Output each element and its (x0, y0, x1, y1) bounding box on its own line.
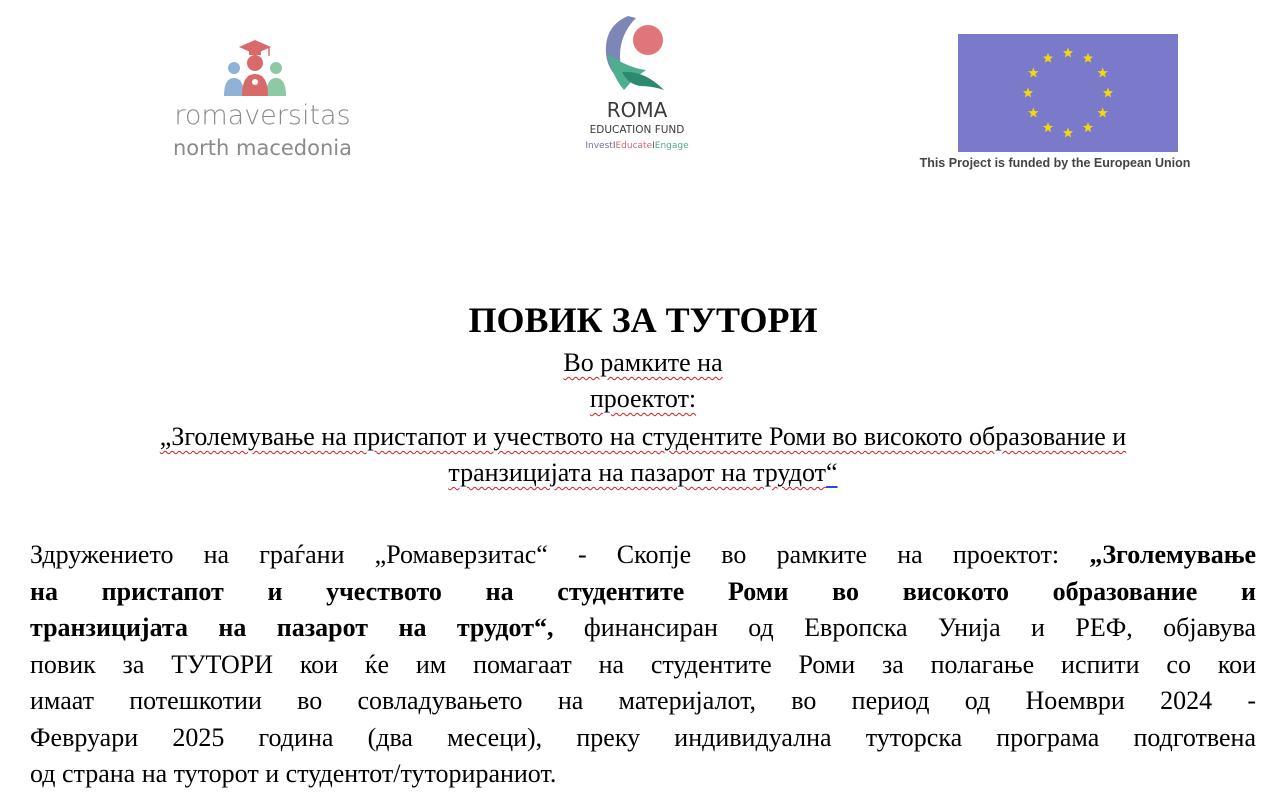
ref-subtitle: EDUCATION FUND (589, 124, 685, 136)
ref-tagline-separator: I (652, 141, 655, 151)
ref-tagline (572, 141, 702, 151)
project-title-text: транзицијата на пазарот на трудот (448, 458, 827, 487)
ref-tagline-educate: Educate (615, 141, 653, 151)
romaversitas-logo (160, 38, 365, 168)
students-graduation-icon (220, 38, 290, 100)
paragraph-line: имаат потешкотии во совладувањето на материјалот, во период од Ноември 2024 - (30, 686, 1256, 715)
romaversitas-name: romaversitas (174, 100, 351, 131)
subtitle-line (0, 383, 1286, 414)
eu-funding-caption: This Project is funded by the European Union (919, 156, 1191, 170)
ref-name: ROMA (606, 98, 668, 122)
project-title-line (0, 457, 1286, 488)
paragraph-line: повик за ТУТОРИ кои ќе им помагаат на студентите Роми за полагање испити со кои (30, 649, 1256, 679)
romaversitas-subtitle: north macedonia (173, 136, 352, 160)
paragraph-text: финансиран од Европска Унија и РЕФ, објавува (553, 613, 1256, 642)
ref-emblem-icon (598, 12, 678, 104)
closing-quote: “ (826, 458, 838, 487)
project-name-bold: на пристапот и учеството на студентите Роми во високото образование и (30, 576, 1256, 606)
paragraph-line: Февруари 2025 година (два месеци), преку индивидуална туторска програма подготвена (30, 722, 1256, 752)
paragraph-text: Здружението на граѓани „Ромаверзитас“ - Скопје во рамките на проектот: (30, 540, 1090, 569)
project-name-bold: транзицијата на пазарот на трудот“, (30, 613, 554, 642)
european-union-logo (905, 34, 1205, 174)
ref-tagline-separator: I (612, 141, 616, 151)
ref-tagline-invest: Invest (585, 141, 613, 151)
eu-flag-icon (958, 34, 1178, 152)
body-paragraph (30, 537, 1256, 793)
subtitle-line (0, 347, 1286, 378)
project-name-bold: „Зголемување (1089, 540, 1256, 569)
paragraph-line (30, 537, 1256, 574)
project-title-line (0, 421, 1286, 452)
ref-tagline-engage: Engage (654, 141, 689, 151)
subtitle-text: проектот: (589, 384, 697, 413)
paragraph-line (30, 610, 1256, 647)
document-title: ПОВИК ЗА ТУТОРИ (468, 300, 818, 340)
subtitle-text: Во рамките на (563, 348, 723, 377)
roma-education-fund-logo (572, 12, 702, 162)
project-title-text: „Зголемување на пристапот и учеството на студентите Роми во високото образование и (159, 422, 1127, 451)
paragraph-line (30, 574, 1256, 611)
paragraph-line: од страна на туторот и студентот/туторираниот. (30, 759, 557, 788)
